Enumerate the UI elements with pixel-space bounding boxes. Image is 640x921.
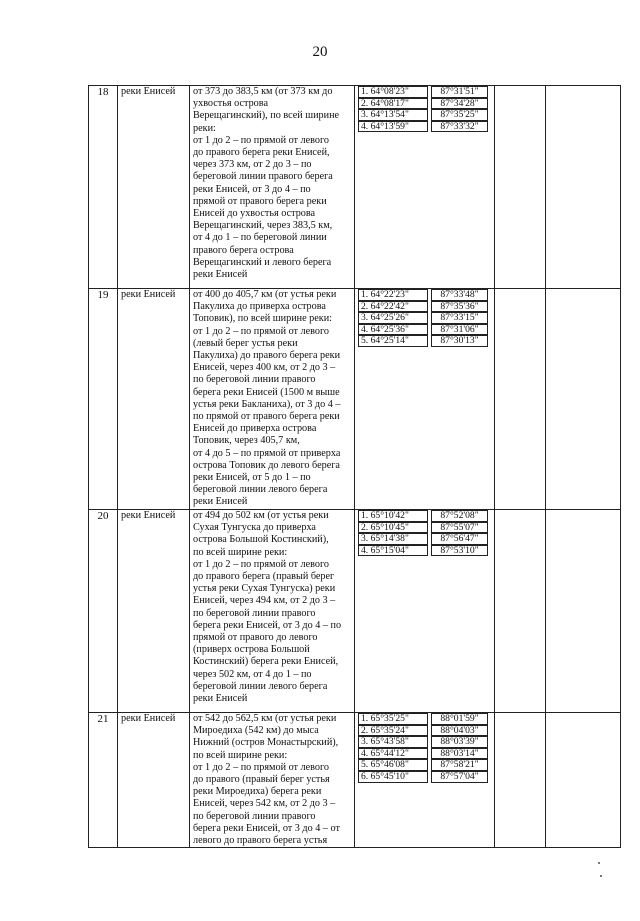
description-line: от 542 до 562,5 км (от устья реки: [193, 713, 337, 724]
table-row: [89, 713, 621, 848]
boundary-description: [190, 289, 355, 510]
description-line: реки Енисей: [193, 269, 248, 281]
description-line: через 373 км, от 2 до 3 – по: [193, 159, 312, 171]
scan-speck: [600, 875, 602, 877]
coordinates-cell: [355, 510, 495, 713]
coordinate-point: [358, 771, 491, 783]
longitude: 88°04'03": [431, 725, 488, 737]
description-line: Костинский) берега реки Енисей,: [193, 656, 339, 668]
description-line: берега реки Енисей (1500 м выше: [193, 386, 340, 398]
coordinates-cell: [355, 86, 495, 289]
description-line: по береговой линии правого: [193, 810, 316, 822]
description-line: реки Енисей, от 3 до 4 – по: [193, 183, 311, 195]
description-line: до правого берега реки Енисей,: [193, 147, 330, 159]
description-line: через 502 км, от 4 до 1 – по: [193, 668, 312, 680]
longitude: 87°31'51": [431, 86, 488, 98]
description-line: (левый берег устья реки: [193, 337, 298, 349]
coordinate-point: [358, 109, 491, 121]
description-line: Верещагинский, через 383,5 км,: [193, 220, 333, 232]
latitude: 1. 65°35'25": [358, 713, 428, 725]
description-line: реки Енисей: [193, 496, 248, 508]
longitude: 88°01'59": [431, 713, 488, 725]
description-line: по береговой линии правого: [193, 607, 316, 619]
table-row: [89, 510, 621, 713]
latitude: 4. 65°15'04": [358, 545, 428, 557]
coordinate-point: [358, 713, 491, 725]
coordinates-cell: [355, 713, 495, 848]
boundary-description: [190, 510, 355, 713]
description-line: Мироедиха (542 км) до мыса: [193, 725, 319, 737]
latitude: 3. 65°43'58": [358, 736, 428, 748]
description-line: Енисей до ухвостья острова: [193, 208, 316, 220]
description-line: Енисей, через 494 км, от 2 до 3 –: [193, 595, 336, 607]
longitude: 87°35'25": [431, 109, 488, 121]
description-line: береговой линии левого берега: [193, 484, 328, 496]
coordinate-point: [358, 301, 491, 313]
coordinate-point: [358, 312, 491, 324]
latitude: 6. 65°45'10": [358, 771, 428, 783]
longitude: 87°33'15": [431, 312, 488, 324]
description-line: левого до правого берега устья: [193, 835, 328, 847]
latitude: 4. 65°44'12": [358, 748, 428, 760]
description-line: Сухая Тунгуска до приверха: [193, 522, 316, 534]
boundary-description: [190, 713, 355, 848]
empty-cell: [546, 86, 621, 289]
description-line: Верещагинский), по всей ширине: [193, 110, 340, 122]
coordinate-point: [358, 510, 491, 522]
latitude: 3. 64°25'26": [358, 312, 428, 324]
longitude: 88°03'14": [431, 748, 488, 760]
page-number: 20: [312, 44, 328, 60]
coordinate-point: [358, 725, 491, 737]
coordinate-point: [358, 289, 491, 301]
description-line: Топовик, через 405,7 км,: [193, 435, 300, 447]
longitude: 87°57'04": [431, 771, 488, 783]
longitude: 87°31'06": [431, 324, 488, 336]
coordinates-cell: [355, 289, 495, 510]
description-line: Верещагинский и левого берега: [193, 256, 332, 268]
coordinate-point: [358, 86, 491, 98]
description-line: (приверх острова Большой: [193, 644, 310, 656]
latitude: 5. 65°46'08": [358, 759, 428, 771]
coordinate-point: [358, 121, 491, 133]
description-line: от 1 до 2 – по прямой от левого: [193, 134, 329, 146]
description-line: до правого берега (правый берег: [193, 571, 335, 583]
description-line: Енисей до приверха острова: [193, 423, 317, 435]
latitude: 2. 65°10'45": [358, 522, 428, 534]
longitude: 87°33'48": [431, 289, 488, 301]
coordinate-point: [358, 324, 491, 336]
empty-cell: [546, 713, 621, 848]
empty-cell: [495, 289, 546, 510]
latitude: 1. 64°22'23": [358, 289, 428, 301]
description-line: от 4 до 5 – по прямой от приверха: [193, 447, 341, 459]
latitude: 5. 64°25'14": [358, 335, 428, 347]
description-line: по всей ширине реки:: [193, 546, 288, 558]
description-line: прямой от правого берега реки: [193, 195, 327, 207]
longitude: 87°35'36": [431, 301, 488, 313]
description-line: Енисей, через 542 км, от 2 до 3 –: [193, 798, 336, 810]
description-line: Топовик), по всей ширине реки:: [193, 313, 333, 325]
coordinate-point: [358, 522, 491, 534]
description-line: от 373 до 383,5 км (от 373 км до: [193, 86, 333, 97]
coordinate-point: [358, 545, 491, 557]
coordinate-point: [358, 736, 491, 748]
empty-cell: [495, 713, 546, 848]
section-number: 20: [89, 510, 118, 713]
coordinate-point: [358, 748, 491, 760]
scan-speck: [598, 862, 600, 864]
description-line: до правого (правый берег устья: [193, 774, 330, 786]
empty-cell: [546, 289, 621, 510]
section-number: 19: [89, 289, 118, 510]
description-line: прямой от правого до левого: [193, 632, 318, 644]
longitude: 87°52'08": [431, 510, 488, 522]
description-line: от 400 до 405,7 км (от устья реки: [193, 289, 337, 300]
longitude: 87°30'13": [431, 335, 488, 347]
longitude: 87°34'28": [431, 98, 488, 110]
river-name: реки Енисей: [118, 510, 190, 713]
river-name: реки Енисей: [118, 86, 190, 289]
latitude: 2. 65°35'24": [358, 725, 428, 737]
description-line: берега реки Енисей, от 3 до 4 – по: [193, 619, 342, 631]
protected-sections-table: [88, 85, 621, 848]
table-row: [89, 289, 621, 510]
empty-cell: [495, 86, 546, 289]
description-line: острова Большой Костинский),: [193, 534, 329, 546]
latitude: 2. 64°08'17": [358, 98, 428, 110]
latitude: 3. 64°13'54": [358, 109, 428, 121]
description-line: береговой линии правого берега: [193, 171, 333, 183]
description-line: береговой линии левого берега: [193, 680, 328, 692]
description-line: устья реки Сухая Тунгуска) реки: [193, 583, 336, 595]
description-line: правого берега острова: [193, 244, 294, 256]
description-line: берега реки Енисей, от 3 до 4 – от: [193, 822, 340, 834]
description-line: реки Енисей: [193, 693, 248, 705]
description-line: от 494 до 502 км (от устья реки: [193, 510, 329, 521]
coordinate-point: [358, 533, 491, 545]
description-line: от 1 до 2 – по прямой от левого: [193, 761, 329, 773]
latitude: 2. 64°22'42": [358, 301, 428, 313]
description-line: реки:: [193, 122, 216, 134]
description-line: острова Топовик до левого берега: [193, 459, 340, 471]
description-line: по всей ширине реки:: [193, 749, 288, 761]
latitude: 1. 64°08'23": [358, 86, 428, 98]
coordinate-point: [358, 98, 491, 110]
latitude: 3. 65°14'38": [358, 533, 428, 545]
latitude: 1. 65°10'42": [358, 510, 428, 522]
table-row: [89, 86, 621, 289]
boundary-description: [190, 86, 355, 289]
description-line: Пакулиха до приверха острова: [193, 301, 326, 313]
river-name: реки Енисей: [118, 713, 190, 848]
longitude: 87°53'10": [431, 545, 488, 557]
description-line: Енисей, через 400 км, от 2 до 3 –: [193, 362, 336, 374]
longitude: 88°03'39": [431, 736, 488, 748]
description-line: от 1 до 2 – по прямой от левого: [193, 558, 329, 570]
description-line: по прямой от правого берега реки: [193, 411, 340, 423]
description-line: от 4 до 1 – по береговой линии: [193, 232, 327, 244]
description-line: от 1 до 2 – по прямой от левого: [193, 325, 329, 337]
description-line: устья реки Бакланиха), от 3 до 4 –: [193, 398, 341, 410]
coordinate-point: [358, 759, 491, 771]
empty-cell: [546, 510, 621, 713]
description-line: Пакулиха) до правого берега реки: [193, 350, 341, 362]
longitude: 87°55'07": [431, 522, 488, 534]
empty-cell: [495, 510, 546, 713]
longitude: 87°56'47": [431, 533, 488, 545]
latitude: 4. 64°13'59": [358, 121, 428, 133]
description-line: по береговой линии правого: [193, 374, 316, 386]
river-name: реки Енисей: [118, 289, 190, 510]
section-number: 18: [89, 86, 118, 289]
latitude: 4. 64°25'36": [358, 324, 428, 336]
section-number: 21: [89, 713, 118, 848]
description-line: Нижний (остров Монастырский),: [193, 737, 339, 749]
description-line: реки Мироедиха) берега реки: [193, 786, 322, 798]
coordinate-point: [358, 335, 491, 347]
description-line: реки Енисей, от 5 до 1 – по: [193, 472, 311, 484]
longitude: 87°33'32": [431, 121, 488, 133]
description-line: ухвостья острова: [193, 98, 268, 110]
longitude: 87°58'21": [431, 759, 488, 771]
